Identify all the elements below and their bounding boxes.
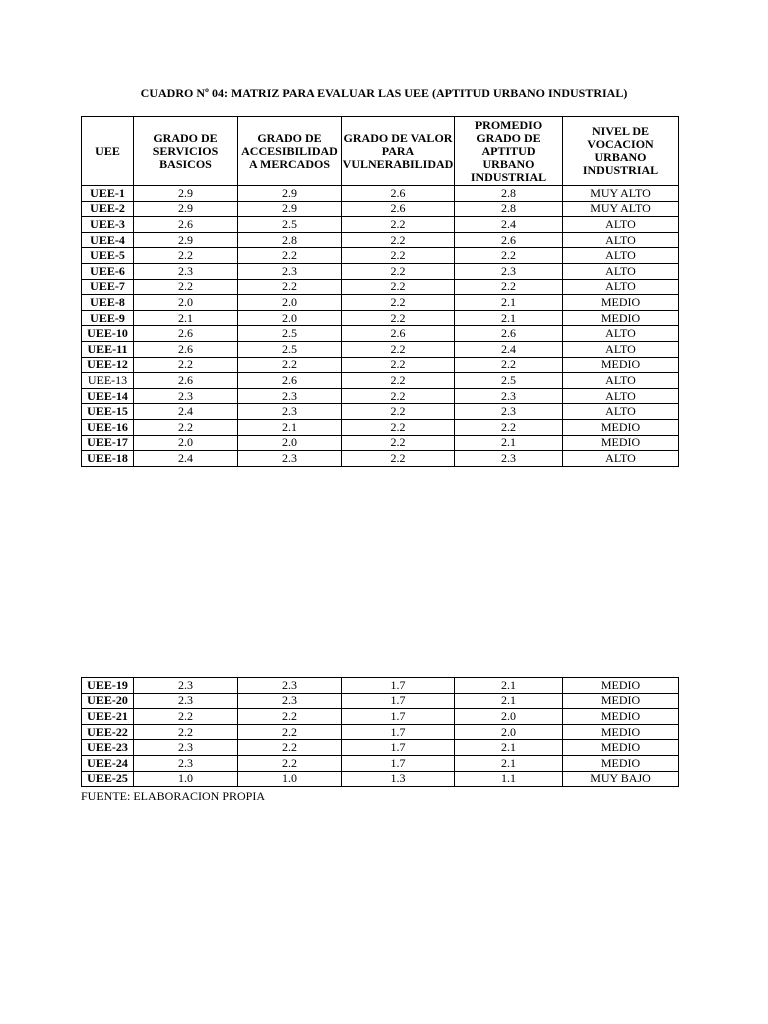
cell-nivel-vocacion: ALTO bbox=[563, 232, 679, 248]
table-row bbox=[82, 693, 679, 709]
cell-accesibilidad-mercados: 2.2 bbox=[238, 709, 342, 725]
cell-servicios-basicos: 2.9 bbox=[134, 232, 238, 248]
cell-accesibilidad-mercados: 2.5 bbox=[238, 326, 342, 342]
cell-nivel-vocacion: ALTO bbox=[563, 326, 679, 342]
cell-valor-vulnerabilidad: 2.2 bbox=[342, 373, 455, 389]
cell-servicios-basicos: 2.3 bbox=[134, 740, 238, 756]
cell-valor-vulnerabilidad: 2.2 bbox=[342, 217, 455, 233]
cell-valor-vulnerabilidad: 2.2 bbox=[342, 248, 455, 264]
cell-servicios-basicos: 2.2 bbox=[134, 724, 238, 740]
cell-servicios-basicos: 1.0 bbox=[134, 771, 238, 787]
table-row bbox=[82, 388, 679, 404]
cell-valor-vulnerabilidad: 2.2 bbox=[342, 357, 455, 373]
cell-promedio-aptitud: 2.1 bbox=[455, 755, 563, 771]
cell-uee-code: UEE-13 bbox=[82, 373, 134, 389]
table-row bbox=[82, 310, 679, 326]
cell-servicios-basicos: 2.2 bbox=[134, 279, 238, 295]
cell-uee-code: UEE-23 bbox=[82, 740, 134, 756]
cell-servicios-basicos: 2.2 bbox=[134, 248, 238, 264]
table-body-part-2 bbox=[82, 678, 679, 787]
cell-nivel-vocacion: MEDIO bbox=[563, 693, 679, 709]
cell-promedio-aptitud: 2.8 bbox=[455, 201, 563, 217]
cell-uee-code: UEE-18 bbox=[82, 451, 134, 467]
table-body-part-1 bbox=[82, 186, 679, 467]
cell-promedio-aptitud: 2.6 bbox=[455, 326, 563, 342]
cell-valor-vulnerabilidad: 2.2 bbox=[342, 419, 455, 435]
cell-promedio-aptitud: 2.1 bbox=[455, 310, 563, 326]
cell-servicios-basicos: 2.0 bbox=[134, 295, 238, 311]
evaluation-table-part-2 bbox=[81, 677, 679, 787]
cell-nivel-vocacion: MEDIO bbox=[563, 357, 679, 373]
cell-accesibilidad-mercados: 2.3 bbox=[238, 693, 342, 709]
cell-uee-code: UEE-12 bbox=[82, 357, 134, 373]
cell-servicios-basicos: 2.3 bbox=[134, 388, 238, 404]
cell-accesibilidad-mercados: 2.5 bbox=[238, 341, 342, 357]
cell-promedio-aptitud: 2.3 bbox=[455, 263, 563, 279]
cell-servicios-basicos: 2.3 bbox=[134, 755, 238, 771]
cell-uee-code: UEE-15 bbox=[82, 404, 134, 420]
cell-accesibilidad-mercados: 2.0 bbox=[238, 310, 342, 326]
cell-valor-vulnerabilidad: 1.7 bbox=[342, 724, 455, 740]
cell-servicios-basicos: 2.2 bbox=[134, 419, 238, 435]
cell-promedio-aptitud: 2.5 bbox=[455, 373, 563, 389]
cell-nivel-vocacion: MUY BAJO bbox=[563, 771, 679, 787]
cell-accesibilidad-mercados: 2.2 bbox=[238, 279, 342, 295]
cell-promedio-aptitud: 2.1 bbox=[455, 740, 563, 756]
cell-uee-code: UEE-20 bbox=[82, 693, 134, 709]
table-row bbox=[82, 419, 679, 435]
cell-accesibilidad-mercados: 2.6 bbox=[238, 373, 342, 389]
cell-promedio-aptitud: 2.0 bbox=[455, 724, 563, 740]
cell-nivel-vocacion: ALTO bbox=[563, 451, 679, 467]
cell-accesibilidad-mercados: 2.3 bbox=[238, 451, 342, 467]
cell-promedio-aptitud: 2.1 bbox=[455, 435, 563, 451]
cell-uee-code: UEE-19 bbox=[82, 678, 134, 694]
cell-servicios-basicos: 2.6 bbox=[134, 373, 238, 389]
cell-accesibilidad-mercados: 2.3 bbox=[238, 388, 342, 404]
table-row bbox=[82, 201, 679, 217]
cell-servicios-basicos: 2.2 bbox=[134, 357, 238, 373]
table-row bbox=[82, 248, 679, 264]
cell-valor-vulnerabilidad: 1.7 bbox=[342, 709, 455, 725]
table-row bbox=[82, 404, 679, 420]
cell-nivel-vocacion: ALTO bbox=[563, 404, 679, 420]
cell-promedio-aptitud: 2.3 bbox=[455, 451, 563, 467]
cell-valor-vulnerabilidad: 2.2 bbox=[342, 232, 455, 248]
cell-uee-code: UEE-8 bbox=[82, 295, 134, 311]
cell-nivel-vocacion: MEDIO bbox=[563, 740, 679, 756]
cell-promedio-aptitud: 2.4 bbox=[455, 341, 563, 357]
cell-valor-vulnerabilidad: 1.7 bbox=[342, 740, 455, 756]
table-row bbox=[82, 186, 679, 202]
cell-valor-vulnerabilidad: 2.2 bbox=[342, 279, 455, 295]
cell-uee-code: UEE-16 bbox=[82, 419, 134, 435]
table-row bbox=[82, 724, 679, 740]
cell-promedio-aptitud: 2.2 bbox=[455, 419, 563, 435]
source-note: FUENTE: ELABORACION PROPIA bbox=[81, 789, 266, 803]
cell-servicios-basicos: 2.6 bbox=[134, 217, 238, 233]
cell-promedio-aptitud: 2.8 bbox=[455, 186, 563, 202]
cell-accesibilidad-mercados: 2.2 bbox=[238, 357, 342, 373]
cell-servicios-basicos: 2.0 bbox=[134, 435, 238, 451]
cell-promedio-aptitud: 2.4 bbox=[455, 217, 563, 233]
cell-accesibilidad-mercados: 2.5 bbox=[238, 217, 342, 233]
cell-promedio-aptitud: 2.1 bbox=[455, 295, 563, 311]
cell-accesibilidad-mercados: 2.1 bbox=[238, 419, 342, 435]
cell-valor-vulnerabilidad: 2.2 bbox=[342, 435, 455, 451]
cell-accesibilidad-mercados: 2.2 bbox=[238, 740, 342, 756]
table-row bbox=[82, 771, 679, 787]
table-row bbox=[82, 678, 679, 694]
cell-promedio-aptitud: 2.2 bbox=[455, 279, 563, 295]
cell-nivel-vocacion: ALTO bbox=[563, 388, 679, 404]
cell-promedio-aptitud: 2.3 bbox=[455, 388, 563, 404]
cell-nivel-vocacion: MEDIO bbox=[563, 724, 679, 740]
cell-nivel-vocacion: MEDIO bbox=[563, 310, 679, 326]
cell-nivel-vocacion: MEDIO bbox=[563, 755, 679, 771]
cell-nivel-vocacion: MUY ALTO bbox=[563, 201, 679, 217]
header-promedio-aptitud: PROMEDIO GRADO DE APTITUD URBANO INDUSTRIAL bbox=[455, 117, 563, 186]
header-uee: UEE bbox=[82, 117, 134, 186]
cell-valor-vulnerabilidad: 2.2 bbox=[342, 263, 455, 279]
cell-valor-vulnerabilidad: 2.6 bbox=[342, 201, 455, 217]
cell-servicios-basicos: 2.2 bbox=[134, 709, 238, 725]
cell-servicios-basicos: 2.9 bbox=[134, 186, 238, 202]
cell-promedio-aptitud: 2.6 bbox=[455, 232, 563, 248]
cell-valor-vulnerabilidad: 1.7 bbox=[342, 678, 455, 694]
table-row bbox=[82, 373, 679, 389]
cell-uee-code: UEE-17 bbox=[82, 435, 134, 451]
table-row bbox=[82, 326, 679, 342]
cell-nivel-vocacion: MEDIO bbox=[563, 435, 679, 451]
cell-promedio-aptitud: 2.3 bbox=[455, 404, 563, 420]
cell-valor-vulnerabilidad: 1.3 bbox=[342, 771, 455, 787]
header-accesibilidad-mercados: GRADO DE ACCESIBILIDAD A MERCADOS bbox=[238, 117, 342, 186]
cell-accesibilidad-mercados: 2.3 bbox=[238, 263, 342, 279]
cell-promedio-aptitud: 2.2 bbox=[455, 357, 563, 373]
cell-servicios-basicos: 2.4 bbox=[134, 404, 238, 420]
cell-nivel-vocacion: ALTO bbox=[563, 341, 679, 357]
cell-accesibilidad-mercados: 2.9 bbox=[238, 186, 342, 202]
cell-servicios-basicos: 2.6 bbox=[134, 326, 238, 342]
cell-nivel-vocacion: ALTO bbox=[563, 279, 679, 295]
cell-valor-vulnerabilidad: 1.7 bbox=[342, 693, 455, 709]
table-row bbox=[82, 232, 679, 248]
table-row bbox=[82, 357, 679, 373]
table-row bbox=[82, 295, 679, 311]
table-row bbox=[82, 755, 679, 771]
cell-nivel-vocacion: ALTO bbox=[563, 248, 679, 264]
table-row bbox=[82, 451, 679, 467]
table-row bbox=[82, 263, 679, 279]
cell-valor-vulnerabilidad: 1.7 bbox=[342, 755, 455, 771]
cell-nivel-vocacion: ALTO bbox=[563, 373, 679, 389]
cell-uee-code: UEE-22 bbox=[82, 724, 134, 740]
cell-uee-code: UEE-9 bbox=[82, 310, 134, 326]
cell-servicios-basicos: 2.6 bbox=[134, 341, 238, 357]
cell-uee-code: UEE-7 bbox=[82, 279, 134, 295]
cell-nivel-vocacion: MEDIO bbox=[563, 419, 679, 435]
cell-uee-code: UEE-6 bbox=[82, 263, 134, 279]
cell-accesibilidad-mercados: 2.2 bbox=[238, 248, 342, 264]
cell-uee-code: UEE-11 bbox=[82, 341, 134, 357]
cell-accesibilidad-mercados: 2.9 bbox=[238, 201, 342, 217]
cell-nivel-vocacion: MEDIO bbox=[563, 678, 679, 694]
cell-accesibilidad-mercados: 2.0 bbox=[238, 435, 342, 451]
cell-promedio-aptitud: 2.2 bbox=[455, 248, 563, 264]
table-row bbox=[82, 709, 679, 725]
cell-nivel-vocacion: ALTO bbox=[563, 217, 679, 233]
cell-valor-vulnerabilidad: 2.6 bbox=[342, 326, 455, 342]
table-row bbox=[82, 740, 679, 756]
table-title: CUADRO Nº 04: MATRIZ PARA EVALUAR LAS UEE (APTITUD URBANO INDUSTRIAL) bbox=[140, 86, 628, 100]
header-valor-vulnerabilidad: GRADO DE VALOR PARA VULNERABILIDAD bbox=[342, 117, 455, 186]
cell-promedio-aptitud: 1.1 bbox=[455, 771, 563, 787]
header-row bbox=[82, 117, 679, 186]
cell-uee-code: UEE-24 bbox=[82, 755, 134, 771]
cell-valor-vulnerabilidad: 2.2 bbox=[342, 451, 455, 467]
table-row bbox=[82, 341, 679, 357]
cell-uee-code: UEE-14 bbox=[82, 388, 134, 404]
cell-nivel-vocacion: ALTO bbox=[563, 263, 679, 279]
cell-uee-code: UEE-2 bbox=[82, 201, 134, 217]
cell-valor-vulnerabilidad: 2.2 bbox=[342, 310, 455, 326]
cell-uee-code: UEE-5 bbox=[82, 248, 134, 264]
cell-accesibilidad-mercados: 2.3 bbox=[238, 678, 342, 694]
cell-uee-code: UEE-25 bbox=[82, 771, 134, 787]
table-row bbox=[82, 279, 679, 295]
cell-servicios-basicos: 2.3 bbox=[134, 693, 238, 709]
cell-promedio-aptitud: 2.1 bbox=[455, 693, 563, 709]
cell-accesibilidad-mercados: 2.8 bbox=[238, 232, 342, 248]
cell-servicios-basicos: 2.3 bbox=[134, 678, 238, 694]
cell-nivel-vocacion: MUY ALTO bbox=[563, 186, 679, 202]
cell-accesibilidad-mercados: 1.0 bbox=[238, 771, 342, 787]
header-servicios-basicos: GRADO DE SERVICIOS BASICOS bbox=[134, 117, 238, 186]
cell-promedio-aptitud: 2.0 bbox=[455, 709, 563, 725]
cell-nivel-vocacion: MEDIO bbox=[563, 295, 679, 311]
cell-valor-vulnerabilidad: 2.2 bbox=[342, 295, 455, 311]
cell-uee-code: UEE-1 bbox=[82, 186, 134, 202]
cell-uee-code: UEE-21 bbox=[82, 709, 134, 725]
table-row bbox=[82, 435, 679, 451]
cell-accesibilidad-mercados: 2.2 bbox=[238, 724, 342, 740]
cell-uee-code: UEE-10 bbox=[82, 326, 134, 342]
cell-promedio-aptitud: 2.1 bbox=[455, 678, 563, 694]
cell-uee-code: UEE-3 bbox=[82, 217, 134, 233]
evaluation-table-part-1 bbox=[81, 116, 679, 467]
cell-servicios-basicos: 2.3 bbox=[134, 263, 238, 279]
table-row bbox=[82, 217, 679, 233]
header-nivel-vocacion: NIVEL DE VOCACION URBANO INDUSTRIAL bbox=[563, 117, 679, 186]
cell-accesibilidad-mercados: 2.0 bbox=[238, 295, 342, 311]
cell-nivel-vocacion: MEDIO bbox=[563, 709, 679, 725]
cell-valor-vulnerabilidad: 2.2 bbox=[342, 388, 455, 404]
cell-accesibilidad-mercados: 2.3 bbox=[238, 404, 342, 420]
cell-uee-code: UEE-4 bbox=[82, 232, 134, 248]
cell-servicios-basicos: 2.4 bbox=[134, 451, 238, 467]
cell-servicios-basicos: 2.9 bbox=[134, 201, 238, 217]
cell-valor-vulnerabilidad: 2.6 bbox=[342, 186, 455, 202]
cell-accesibilidad-mercados: 2.2 bbox=[238, 755, 342, 771]
cell-valor-vulnerabilidad: 2.2 bbox=[342, 341, 455, 357]
cell-valor-vulnerabilidad: 2.2 bbox=[342, 404, 455, 420]
cell-servicios-basicos: 2.1 bbox=[134, 310, 238, 326]
